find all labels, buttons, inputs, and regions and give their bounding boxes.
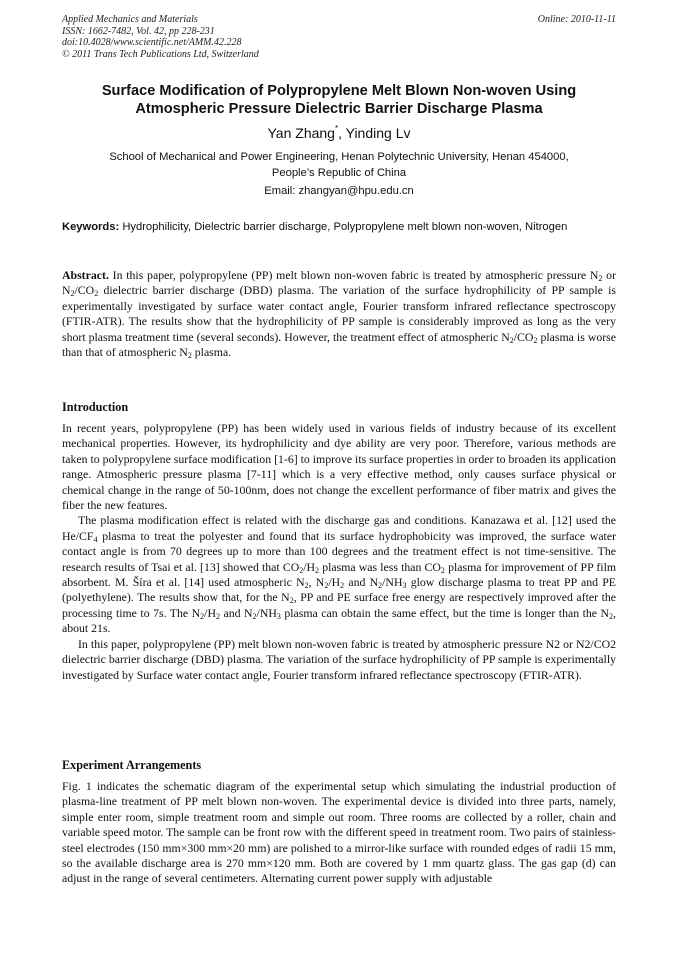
journal-name: Applied Mechanics and Materials bbox=[62, 14, 198, 25]
author-separator: , bbox=[338, 125, 346, 141]
title-line-2: Atmospheric Pressure Dielectric Barrier Discharge Plasma bbox=[135, 101, 543, 117]
abstract: Abstract. In this paper, polypropylene (PP) melt blown non-woven fabric is treated by atmospheric pressure $N_2$ or $N_2/CO_2$ dielectric barrier discharge (DBD) plasma. The variation of the surface hydrophilicity of PP sample is experimentally investigated by surface water contact angle, Fourier transform infrared reflectance spectroscopy (FTIR-ATR). The results show that the hydrophilicity of PP sample is considerably improved as long as the very short plasma treatment time (several seconds). However, the treatment effect of atmospheric $N_2/CO_2$ plasma is worse than that of atmospheric $N_2$ plasma. bbox=[62, 268, 617, 361]
journal-copyright: © 2011 Trans Tech Publications Ltd, Switzerland bbox=[62, 48, 259, 60]
online-date: Online: 2010-11-11 bbox=[537, 14, 616, 25]
journal-doi: doi:10.4028/www.scientific.net/AMM.42.228 bbox=[62, 37, 242, 48]
intro-paragraph-1: In recent years, polypropylene (PP) has been widely used in various fields of industry because of its excellent mechanical properties. However, its hydrophilicity and dye ability are very poor. Therefore, various methods are taken to polypropylene surface modification [1-6] to improve its surface properties in order to broaden its application range. Atmospheric pressure plasma [7-11] which is a very effective method, only causes surface physical or chemical change in the range of 50-100nm, does not change the excellent performance of fiber matrix and gives the fiber the new features. bbox=[62, 421, 616, 513]
experiment-heading: Experiment Arrangements bbox=[62, 758, 202, 772]
title-line-1: Surface Modification of Polypropylene Melt Blown Non-woven Using bbox=[101, 83, 577, 99]
affiliation-line-1: School of Mechanical and Power Engineering, Henan Polytechnic University, Henan 454000, bbox=[109, 151, 569, 163]
keywords bbox=[62, 220, 616, 236]
paper-title bbox=[62, 82, 616, 118]
author-list bbox=[62, 124, 616, 141]
affiliation-line-2: People’s Republic of China bbox=[271, 166, 407, 179]
author-2: Yinding Lv bbox=[345, 125, 411, 141]
experiment-paragraph-1: Fig. 1 indicates the schematic diagram of the experimental setup which simulating the industrial production of plasma-line treatment of PP melt blown non-woven. The experimental device is divided into three parts, namely, simple enter room, simple treatment room and simple out room. Three rooms are collected by a roller, chain and variable speed motor. The sample can be front row with the different speed in treatment room. Two pairs of stainless-steel electrodes (150 mm×300 mm×20 mm) are polished to a mirror-like surface with rounded edges of radii 15 mm, so the available discharge area is 270 mm×120 mm. Both are covered by 1 mm quartz glass. The gas gap (d) can adjust in the range of several centimeters. Alternating current power supply with adjustable bbox=[62, 779, 616, 886]
intro-paragraph-2: The plasma modification effect is related with the discharge gas and conditions. Kanazawa et al. [12] used the $He/CF_4$ plasma to treat the polyester and found that its surface hydrophobicity was improved, the surface water contact angle is from 70 degrees up to more than 100 degrees and the treatment effect is not time-sensitive. The research results of Tsai et al. [13] showed that $CO_2/H_2$ plasma was less than $CO_2$ plasma for improvement of PP film absorbent. M. Šíra et al. [14] used atmospheric $N_2$, $N_2/H_2$ and $N_2/NH_3$ glow discharge plasma to treat PP and PE (polyethylene). The results show that, for the $N_2$, PP and PE surface free energy are respectively improved after the processing time to 7s. The $N_2/H_2$ and $N_2/NH_3$ plasma can obtain the same effect, but the time is longer than the $N_2$, about 21s. bbox=[62, 513, 617, 636]
author-email: Email: zhangyan@hpu.edu.cn bbox=[264, 185, 414, 197]
journal-issn: ISSN: 1662-7482, Vol. 42, pp 228-231 bbox=[62, 25, 215, 37]
keywords-text: Hydrophilicity, Dielectric barrier discharge, Polypropylene melt blown non-woven, Nitrogen bbox=[122, 221, 568, 233]
keywords-label: Keywords: bbox=[62, 221, 120, 233]
experiment-body bbox=[62, 779, 616, 887]
introduction-body bbox=[62, 421, 616, 683]
affiliation bbox=[62, 150, 616, 181]
corresponding-mark: * bbox=[334, 124, 339, 133]
author-1: Yan Zhang bbox=[267, 125, 335, 141]
abstract-label: Abstract. bbox=[62, 268, 109, 282]
journal-header bbox=[62, 14, 616, 60]
intro-paragraph-3: In this paper, polypropylene (PP) melt blown non-woven fabric is treated by atmospheric pressure N2 or N2/CO2 dielectric barrier discharge (DBD) plasma. The variation of the surface hydrophilicity of PP sample is experimentally investigated by Surface water contact angle, Fourier transform infrared reflectance spectroscopy (FTIR-ATR). bbox=[62, 636, 616, 682]
introduction-heading: Introduction bbox=[62, 400, 129, 414]
